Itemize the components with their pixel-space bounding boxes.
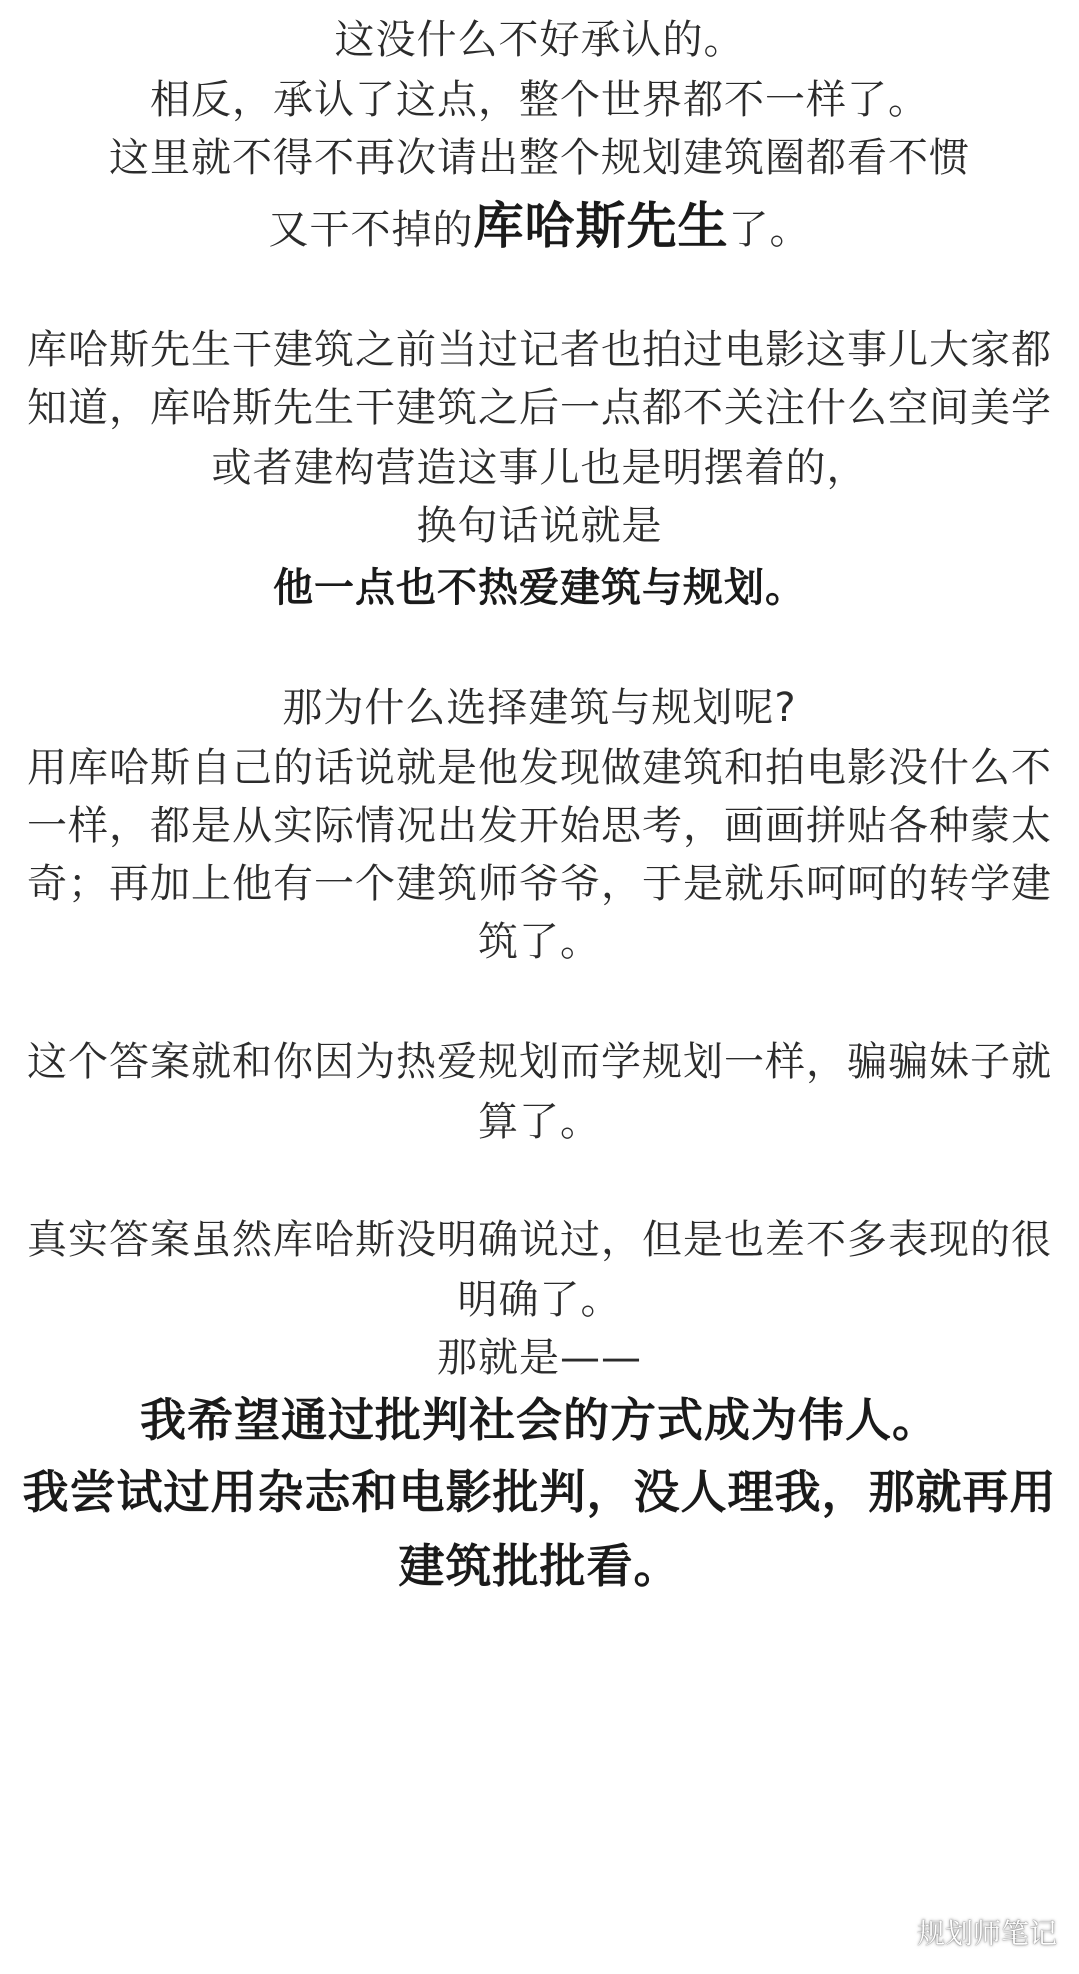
text-span: 了。: [728, 207, 811, 253]
paragraph-line: 筑了。: [478, 919, 601, 965]
paragraph-line: 算了。: [478, 1099, 601, 1145]
wechat-icon: [867, 1916, 909, 1948]
paragraph-line: 用库哈斯自己的话说就是他发现做建筑和拍电影没什么不: [27, 745, 1052, 791]
watermark: [867, 1912, 1057, 1952]
paragraph-line: 奇；再加上他有一个建筑师爷爷，于是就乐呵呵的转学建: [27, 861, 1052, 907]
paragraph-line: 那就是——: [437, 1335, 642, 1381]
paragraph-line: 那为什么选择建筑与规划呢?: [282, 685, 797, 731]
paragraph-line: 库哈斯先生干建筑之前当过记者也拍过电影这事儿大家都: [27, 327, 1052, 373]
emphasis-name: 库哈斯先生: [473, 197, 729, 255]
paragraph-line: 真实答案虽然库哈斯没明确说过，但是也差不多表现的很: [27, 1217, 1052, 1263]
paragraph-line: 这里就不得不再次请出整个规划建筑圈都看不惯: [109, 135, 970, 181]
paragraph-line: 明确了。: [457, 1277, 622, 1323]
paragraph-line: 知道，库哈斯先生干建筑之后一点都不关注什么空间美学: [27, 385, 1052, 431]
paragraph-line-bold-large: 我尝试过用杂志和电影批判，没人理我，那就再用: [22, 1465, 1057, 1519]
text-span: 又干不掉的: [268, 207, 474, 253]
paragraph-line-emphasis: [0, 194, 1079, 262]
paragraph-line: 或者建构营造这事儿也是明摆着的，: [211, 445, 868, 491]
paragraph-line: 这个答案就和你因为热爱规划而学规划一样，骗骗妹子就: [27, 1039, 1052, 1085]
paragraph-line: 相反，承认了这点，整个世界都不一样了。: [150, 77, 929, 123]
paragraph-line: 这没什么不好承认的。: [334, 17, 745, 63]
paragraph-line-bold: 他一点也不热爱建筑与规划。: [273, 565, 806, 611]
paragraph-line: 换句话说就是: [416, 503, 663, 549]
watermark-label: 规划师笔记: [916, 1917, 1057, 1950]
paragraph-line-bold-large: 建筑批批看。: [398, 1539, 681, 1593]
paragraph-line: 一样，都是从实际情况出发开始思考，画画拼贴各种蒙太: [27, 803, 1052, 849]
paragraph-line-bold-large: 我希望通过批判社会的方式成为伟人。: [140, 1393, 939, 1447]
